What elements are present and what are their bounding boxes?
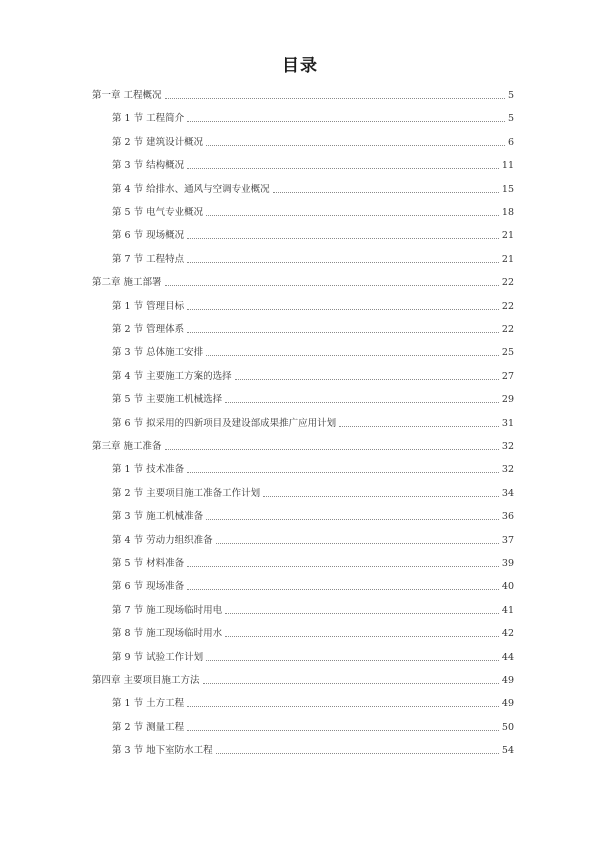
toc-chapter-entry[interactable] [0, 431, 600, 453]
toc-section-entry[interactable] [0, 618, 600, 640]
dot-leader [206, 518, 499, 520]
toc-entry-label: 第 7 节 施工现场临时用电 [112, 604, 223, 616]
dot-leader [187, 588, 499, 590]
toc-page-number: 40 [501, 581, 514, 593]
toc-page-number: 22 [501, 300, 514, 312]
toc-entry-label: 第 4 节 给排水、通风与空调专业概况 [112, 183, 270, 195]
toc-entry-label: 第四章 主要项目施工方法 [92, 675, 200, 686]
toc-page-number: 44 [501, 651, 514, 663]
dot-leader [235, 378, 499, 380]
dot-leader [203, 682, 499, 684]
dot-leader [187, 261, 499, 263]
toc-section-entry[interactable] [0, 291, 600, 313]
toc-page-number: 34 [501, 487, 514, 499]
toc-page-number: 41 [501, 604, 514, 616]
toc-page-number: 6 [507, 136, 514, 148]
toc-page-number: 42 [501, 628, 514, 640]
toc-page-number: 49 [501, 675, 514, 686]
toc-entry-label: 第 3 节 总体施工安排 [112, 347, 204, 359]
toc-page-number: 50 [501, 721, 514, 733]
toc-section-entry[interactable] [0, 174, 600, 196]
toc-entry-label: 第 4 节 主要施工方案的选择 [112, 370, 232, 382]
dot-leader [206, 214, 499, 216]
toc-section-entry[interactable] [0, 735, 600, 757]
toc-entry-label: 第 5 节 电气专业概况 [112, 207, 204, 218]
toc-entry-label: 第 6 节 现场准备 [112, 581, 185, 593]
toc-section-entry[interactable] [0, 571, 600, 593]
toc-page-number: 18 [501, 207, 514, 218]
page-title: 目录 [282, 56, 318, 76]
toc-entry-label: 第二章 施工部署 [92, 277, 162, 289]
toc-page-number: 31 [501, 417, 514, 429]
toc-page-number: 21 [501, 230, 514, 242]
dot-leader [206, 659, 499, 661]
toc-entry-label: 第 8 节 施工现场临时用水 [112, 628, 223, 640]
dot-leader [263, 495, 499, 497]
toc-section-entry[interactable] [0, 688, 600, 710]
dot-leader [187, 565, 499, 567]
dot-leader [187, 237, 499, 239]
toc-section-entry[interactable] [0, 384, 600, 406]
toc-section-entry[interactable] [0, 127, 600, 149]
toc-section-entry[interactable] [0, 548, 600, 570]
dot-leader [225, 401, 499, 403]
toc-page-number: 25 [501, 347, 514, 359]
toc-entry-label: 第 3 节 地下室防水工程 [112, 745, 213, 757]
toc-page-number: 11 [501, 160, 514, 172]
toc-section-entry[interactable] [0, 244, 600, 266]
toc-page-number: 22 [501, 277, 514, 289]
toc-entry-label: 第 1 节 土方工程 [112, 698, 185, 710]
dot-leader [187, 729, 499, 731]
dot-leader [187, 705, 499, 707]
dot-leader [216, 752, 499, 754]
toc-page-number: 49 [501, 698, 514, 710]
toc-page-number: 29 [501, 394, 514, 406]
toc-section-entry[interactable] [0, 220, 600, 242]
toc-entry-label: 第 9 节 试验工作计划 [112, 651, 204, 663]
dot-leader [225, 612, 499, 614]
toc-entry-label: 第 1 节 管理目标 [112, 300, 185, 312]
toc-page-number: 54 [501, 745, 514, 757]
dot-leader [339, 425, 499, 427]
toc-entry-label: 第 6 节 拟采用的四新项目及建设部成果推广应用计划 [112, 417, 337, 429]
toc-entry-label: 第 2 节 建筑设计概况 [112, 136, 204, 148]
dot-leader [187, 167, 499, 169]
toc-page-number: 5 [507, 90, 514, 101]
toc-entry-label: 第 2 节 主要项目施工准备工作计划 [112, 487, 261, 499]
toc-chapter-entry[interactable] [0, 80, 600, 102]
dot-leader [225, 635, 499, 637]
toc-page-number: 21 [501, 253, 514, 265]
toc-entry-label: 第 2 节 测量工程 [112, 721, 185, 733]
dot-leader [187, 308, 499, 310]
toc-chapter-entry[interactable] [0, 267, 600, 289]
toc-entry-label: 第一章 工程概况 [92, 90, 162, 101]
toc-entry-label: 第 4 节 劳动力组织准备 [112, 534, 213, 546]
toc-section-entry[interactable] [0, 314, 600, 336]
dot-leader [206, 144, 505, 146]
toc-page-number: 32 [501, 441, 514, 452]
toc-entry-label: 第 1 节 工程简介 [112, 113, 185, 125]
toc-section-entry[interactable] [0, 642, 600, 664]
dot-leader [165, 284, 499, 286]
toc-section-entry[interactable] [0, 595, 600, 617]
dot-leader [187, 471, 499, 473]
toc-section-entry[interactable] [0, 103, 600, 125]
toc-section-entry[interactable] [0, 525, 600, 547]
toc-entry-label: 第 1 节 技术准备 [112, 464, 185, 476]
toc-entry-label: 第 5 节 材料准备 [112, 558, 185, 569]
toc-section-entry[interactable] [0, 408, 600, 430]
toc-section-entry[interactable] [0, 454, 600, 476]
dot-leader [187, 331, 499, 333]
toc-entry-label: 第 3 节 施工机械准备 [112, 511, 204, 523]
toc-page-number: 27 [501, 370, 514, 382]
toc-section-entry[interactable] [0, 478, 600, 500]
toc-section-entry[interactable] [0, 361, 600, 383]
toc-section-entry[interactable] [0, 337, 600, 359]
toc-section-entry[interactable] [0, 150, 600, 172]
toc-entry-label: 第 6 节 现场概况 [112, 230, 185, 242]
toc-section-entry[interactable] [0, 712, 600, 734]
toc-entry-label: 第三章 施工准备 [92, 441, 162, 452]
toc-page-number: 39 [501, 558, 514, 569]
toc-page-number: 36 [501, 511, 514, 523]
toc-page-number: 22 [501, 324, 514, 335]
toc-page-number: 32 [501, 464, 514, 476]
dot-leader [187, 120, 505, 122]
dot-leader [165, 448, 499, 450]
toc-entry-label: 第 7 节 工程特点 [112, 253, 185, 265]
toc-page-number: 5 [507, 113, 514, 125]
toc-entry-label: 第 2 节 管理体系 [112, 324, 185, 335]
dot-leader [206, 354, 499, 356]
dot-leader [273, 191, 499, 193]
dot-leader [165, 97, 505, 99]
toc-entry-label: 第 5 节 主要施工机械选择 [112, 394, 223, 406]
toc-page-number: 15 [501, 183, 514, 195]
toc-entry-label: 第 3 节 结构概况 [112, 160, 185, 172]
toc-section-entry[interactable] [0, 501, 600, 523]
toc-chapter-entry[interactable] [0, 665, 600, 687]
toc-page-number: 37 [501, 534, 514, 546]
dot-leader [216, 542, 499, 544]
toc-section-entry[interactable] [0, 197, 600, 219]
